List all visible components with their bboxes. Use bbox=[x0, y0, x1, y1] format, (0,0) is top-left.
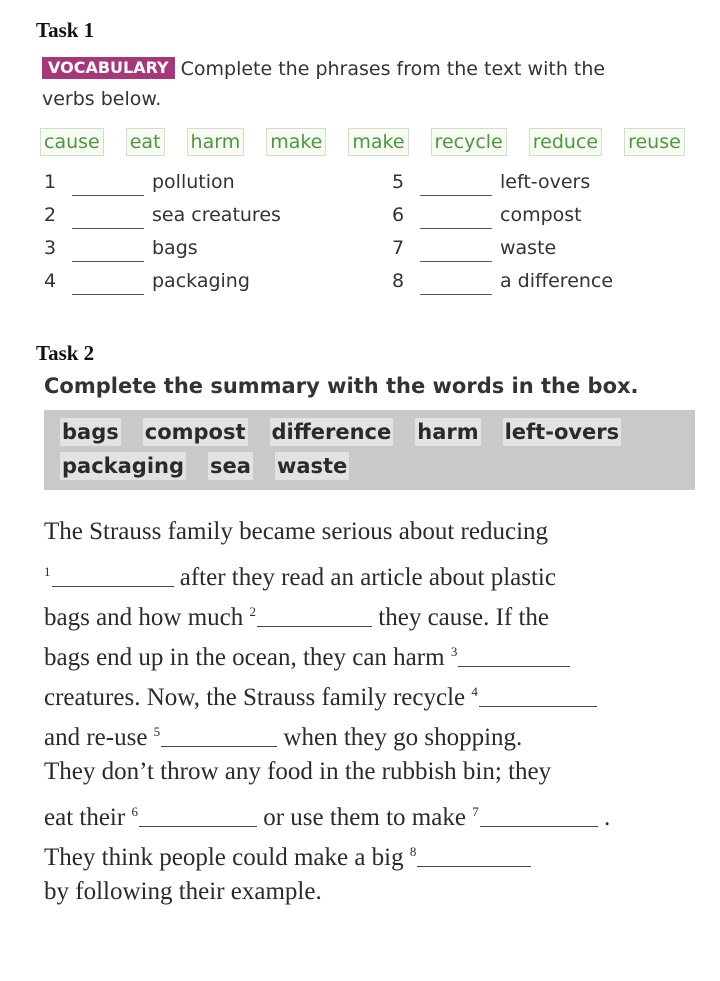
gap-number: 3 bbox=[450, 644, 458, 659]
summary-line bbox=[44, 632, 704, 672]
summary-text: . bbox=[597, 804, 611, 831]
verb-chip: recycle bbox=[431, 128, 507, 156]
gap-number: 5 bbox=[153, 724, 161, 739]
verb-chip: make bbox=[348, 128, 408, 156]
summary-line bbox=[44, 792, 704, 832]
answer-blank[interactable] bbox=[420, 242, 492, 262]
verb-list bbox=[40, 128, 685, 156]
summary-line bbox=[44, 872, 704, 912]
gap-blank-5[interactable] bbox=[161, 723, 277, 747]
gap-number: 8 bbox=[409, 844, 417, 859]
summary-text: They don’t throw any food in the rubbish bin; they bbox=[44, 758, 552, 785]
summary-line bbox=[44, 712, 704, 752]
summary-text: creatures. Now, the Strauss family recycle bbox=[44, 684, 472, 711]
instruction-line-2: verbs below. bbox=[42, 88, 162, 110]
phrase-item bbox=[44, 267, 250, 295]
verb-chip: reuse bbox=[624, 128, 685, 156]
answer-blank[interactable] bbox=[420, 176, 492, 196]
summary-text: bags end up in the ocean, they can harm bbox=[44, 644, 451, 671]
phrase-text: left-overs bbox=[500, 171, 591, 193]
phrase-number: 6 bbox=[392, 204, 405, 226]
phrase-number: 5 bbox=[392, 171, 405, 193]
phrase-item bbox=[392, 168, 590, 196]
instruction-line-1: Complete the phrases from the text with the bbox=[180, 58, 606, 80]
box-word: packaging bbox=[62, 454, 185, 478]
gap-blank-3[interactable] bbox=[458, 643, 570, 667]
phrase-number: 8 bbox=[392, 270, 405, 292]
summary-text: they cause. If the bbox=[372, 604, 550, 631]
answer-blank[interactable] bbox=[72, 176, 144, 196]
summary-line bbox=[44, 832, 704, 872]
gap-number: 4 bbox=[471, 684, 478, 699]
phrase-number: 7 bbox=[392, 237, 405, 259]
verb-chip: eat bbox=[126, 128, 165, 156]
summary-text: They think people could make a big bbox=[44, 844, 410, 871]
gap-blank-1[interactable] bbox=[52, 563, 174, 587]
summary-text: bags and how much bbox=[44, 604, 250, 631]
summary-text: The Strauss family became serious about reducing bbox=[44, 518, 549, 545]
phrase-item bbox=[44, 234, 198, 262]
box-word: harm bbox=[417, 420, 479, 444]
summary-text: eat their bbox=[44, 804, 132, 831]
gap-number: 7 bbox=[472, 804, 479, 819]
phrase-number: 1 bbox=[44, 171, 57, 193]
gap-number: 2 bbox=[249, 604, 257, 619]
phrase-text: packaging bbox=[152, 270, 250, 292]
phrase-number: 2 bbox=[44, 204, 57, 226]
box-word: waste bbox=[276, 454, 348, 478]
vocabulary-badge: VOCABULARY bbox=[42, 57, 175, 79]
word-box bbox=[44, 410, 695, 490]
box-word: left-overs bbox=[504, 420, 620, 444]
phrase-item bbox=[392, 267, 613, 295]
answer-blank[interactable] bbox=[420, 275, 492, 295]
summary-paragraph bbox=[44, 512, 704, 912]
vocabulary-instruction bbox=[42, 54, 702, 114]
phrase-number: 4 bbox=[44, 270, 57, 292]
gap-blank-8[interactable] bbox=[417, 843, 531, 867]
task2-heading: Task 2 bbox=[36, 341, 95, 365]
phrase-item bbox=[44, 201, 281, 229]
phrase-number: 3 bbox=[44, 237, 57, 259]
verb-chip: make bbox=[266, 128, 326, 156]
summary-line bbox=[44, 752, 704, 792]
summary-text: and re-use bbox=[44, 724, 154, 751]
summary-line bbox=[44, 672, 704, 712]
summary-text: or use them to make bbox=[256, 804, 473, 831]
summary-text: after they read an article about plastic bbox=[173, 564, 556, 591]
gap-blank-2[interactable] bbox=[257, 603, 372, 627]
summary-line bbox=[44, 512, 704, 552]
phrase-text: sea creatures bbox=[152, 204, 281, 226]
box-word: bags bbox=[62, 420, 119, 444]
phrase-text: compost bbox=[500, 204, 582, 226]
answer-blank[interactable] bbox=[72, 242, 144, 262]
answer-blank[interactable] bbox=[72, 209, 144, 229]
phrase-item bbox=[44, 168, 235, 196]
summary-text: when they go shopping. bbox=[277, 724, 523, 751]
verb-chip: reduce bbox=[529, 128, 602, 156]
summary-instruction: Complete the summary with the words in the box. bbox=[44, 374, 639, 398]
verb-chip: harm bbox=[187, 128, 245, 156]
phrase-text: pollution bbox=[152, 171, 235, 193]
verb-chip: cause bbox=[40, 128, 104, 156]
gap-blank-7[interactable] bbox=[480, 803, 598, 827]
phrase-text: bags bbox=[152, 237, 198, 259]
gap-blank-4[interactable] bbox=[479, 683, 597, 707]
summary-text: by following their example. bbox=[44, 878, 322, 905]
gap-number: 6 bbox=[131, 804, 138, 819]
gap-number: 1 bbox=[44, 564, 51, 579]
summary-line bbox=[44, 552, 704, 592]
phrase-text: waste bbox=[500, 237, 557, 259]
phrase-text: a difference bbox=[500, 270, 614, 292]
box-word: difference bbox=[271, 420, 392, 444]
phrase-item bbox=[392, 234, 556, 262]
box-word: compost bbox=[144, 420, 246, 444]
task1-heading: Task 1 bbox=[36, 18, 95, 42]
gap-blank-6[interactable] bbox=[139, 803, 257, 827]
phrase-item bbox=[392, 201, 582, 229]
answer-blank[interactable] bbox=[420, 209, 492, 229]
summary-line bbox=[44, 592, 704, 632]
answer-blank[interactable] bbox=[72, 275, 144, 295]
box-word: sea bbox=[210, 454, 251, 478]
